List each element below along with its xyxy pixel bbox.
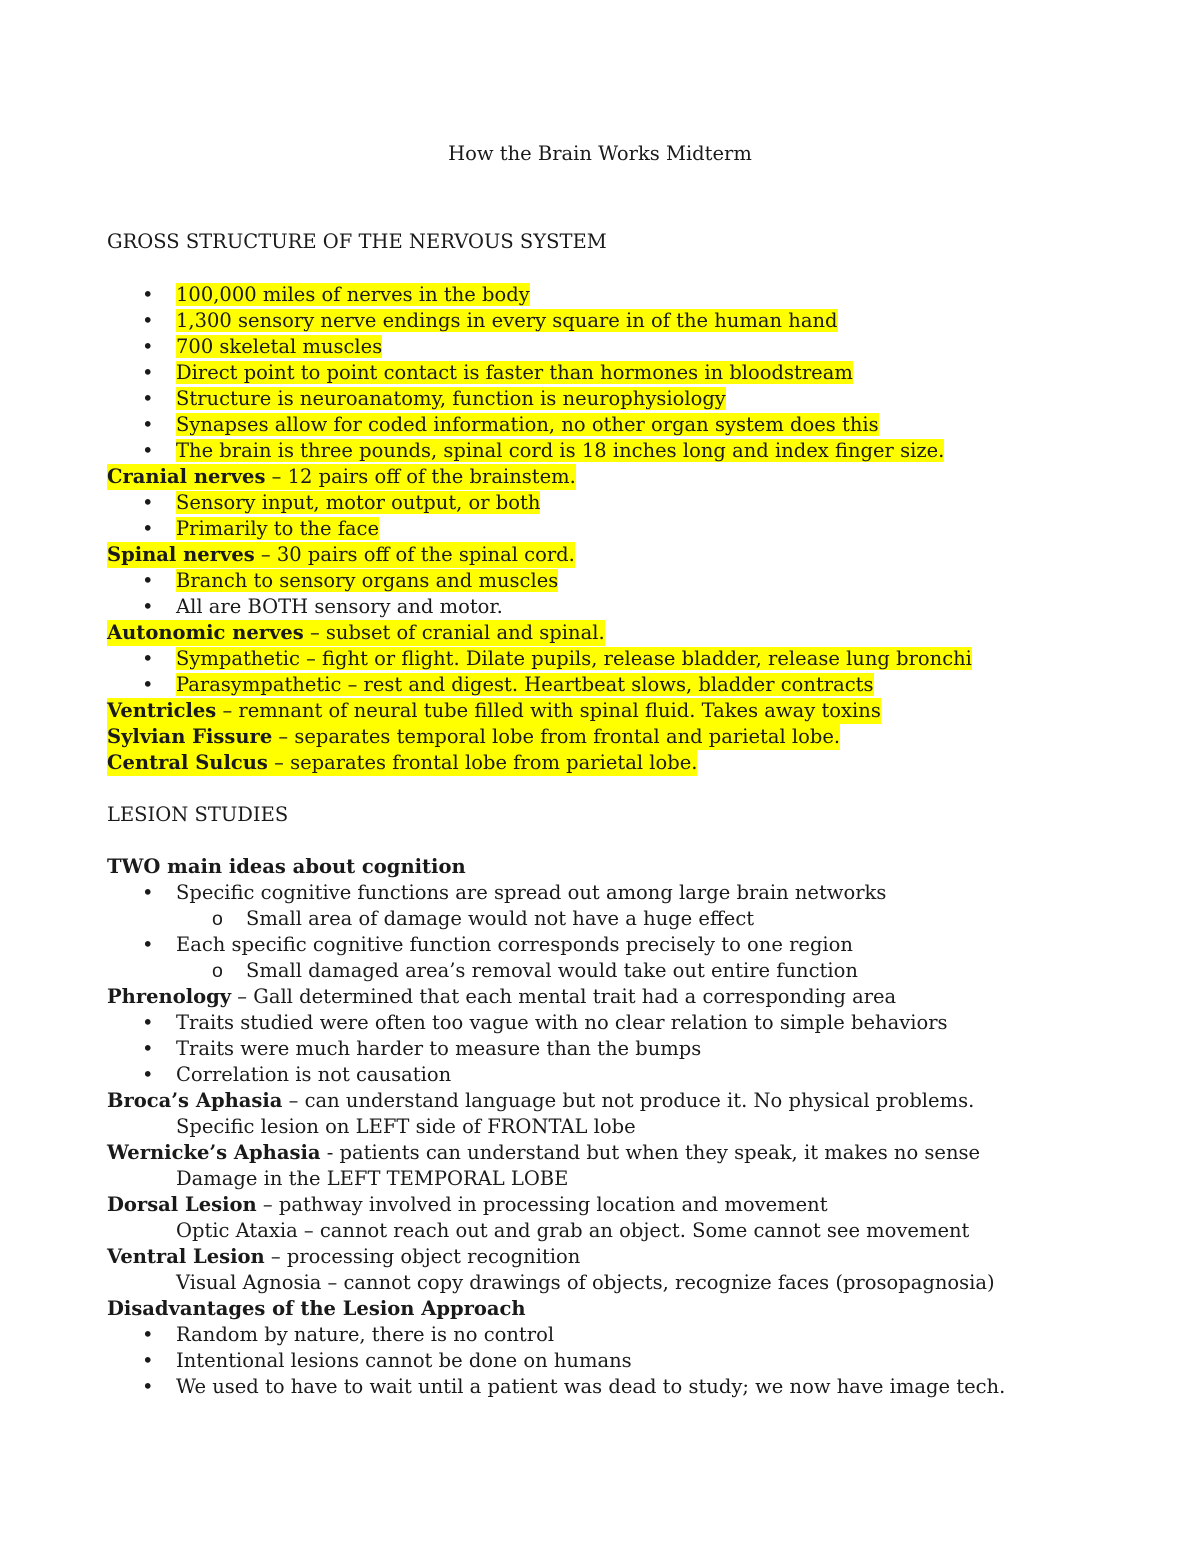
term-definition: – separates frontal lobe from parietal lobe. [267,751,698,774]
list-item: Specific cognitive functions are spread out among large brain networks [176,881,887,904]
term-autonomic-nerves [107,620,605,646]
term-label: Ventral Lesion [107,1245,265,1268]
bullet-icon: • [142,647,154,670]
term-definition: – subset of cranial and spinal. [303,621,605,644]
term-dorsal-lesion [107,1192,828,1218]
term-definition: – processing object recognition [264,1245,581,1268]
bullet-icon: • [142,1037,154,1060]
list-item: Traits were much harder to measure than the bumps [176,1037,702,1060]
bullet-icon: • [142,595,154,618]
bullet-icon: • [142,491,154,514]
term-definition: – 12 pairs off of the brainstem. [265,465,576,488]
sub-list-item: Small area of damage would not have a huge effect [246,907,755,930]
bullet-icon: • [142,387,154,410]
term-definition: – pathway involved in processing location and movement [256,1193,828,1216]
bullet-icon: • [142,335,154,358]
list-item: We used to have to wait until a patient was dead to study; we now have image tech. [176,1375,1006,1398]
term-label: Autonomic nerves [107,621,304,644]
list-item: Parasympathetic – rest and digest. Heartbeat slows, bladder contracts [176,673,874,696]
bullet-icon: • [142,413,154,436]
sub-bullet-icon: o [212,908,223,930]
term-central-sulcus [107,750,697,776]
term-phrenology [107,984,896,1010]
term-spinal-nerves [107,542,575,568]
list-item: Sensory input, motor output, or both [176,491,541,514]
bullet-icon: • [142,361,154,384]
list-item: 100,000 miles of nerves in the body [176,283,530,306]
list-item: Primarily to the face [176,517,380,540]
bullet-icon: • [142,517,154,540]
term-definition: – can understand language but not produce it. No physical problems. [282,1089,975,1112]
subheading-disadvantages: Disadvantages of the Lesion Approach [107,1297,526,1320]
term-label: Sylvian Fissure [107,725,273,748]
list-item: The brain is three pounds, spinal cord is 18 inches long and index finger [176,439,894,462]
bullet-icon: • [142,1011,154,1034]
term-definition: – remnant of neural tube filled with spinal fluid. Takes away toxins [216,699,881,722]
list-item: Each specific cognitive function corresponds precisely to one region [176,933,853,956]
term-detail: Damage in the LEFT TEMPORAL LOBE [176,1167,569,1190]
bullet-icon: • [142,1349,154,1372]
bullet-icon: • [142,283,154,306]
term-label: Central Sulcus [107,751,268,774]
list-item: 1,300 sensory nerve endings in every square in of the human hand [176,309,838,332]
term-detail: Visual Agnosia – cannot copy drawings of objects, recognize faces (prosopagnosia) [176,1271,995,1294]
bullet-icon: • [142,569,154,592]
term-ventral-lesion [107,1244,580,1270]
list-item-tail: size. [893,439,945,462]
term-definition: – separates temporal lobe from frontal and parietal lobe. [272,725,841,748]
bullet-icon: • [142,1375,154,1398]
list-item: 700 skeletal muscles [176,335,383,358]
section-heading-gross-structure: GROSS STRUCTURE OF THE NERVOUS SYSTEM [107,230,607,253]
term-label: Phrenology [107,985,232,1008]
bullet-icon: • [142,1323,154,1346]
list-item: Sympathetic – fight or flight. Dilate pupils, release bladder, release lung bronchi [176,647,972,670]
term-label: Broca’s Aphasia [107,1089,283,1112]
list-item: Direct point to point contact is faster than hormones in bloodstream [176,361,853,384]
term-broca [107,1088,974,1114]
section-heading-lesion-studies: LESION STUDIES [107,803,289,826]
term-detail: Specific lesion on LEFT side of FRONTAL lobe [176,1115,636,1138]
list-item: Random by nature, there is no control [176,1323,555,1346]
list-item: Traits studied were often too vague with no clear relation to simple behaviors [176,1011,948,1034]
bullet-icon: • [142,881,154,904]
sub-bullet-icon: o [212,960,223,982]
sub-list-item: Small damaged area’s removal would take out entire function [246,959,858,982]
term-label: Cranial nerves [107,465,266,488]
bullet-icon: • [142,933,154,956]
term-label: Dorsal Lesion [107,1193,257,1216]
bullet-icon: • [142,439,154,462]
term-label: Spinal nerves [107,543,255,566]
list-item: Structure is neuroanatomy, function is neurophysiology [176,387,726,410]
bullet-icon: • [142,673,154,696]
document-title: How the Brain Works Midterm [448,142,752,165]
subheading-two-ideas: TWO main ideas about cognition [107,855,466,878]
list-item: Branch to sensory organs and muscles [176,569,559,592]
bullet-icon: • [142,309,154,332]
term-wernicke [107,1140,980,1166]
term-detail: Optic Ataxia – cannot reach out and grab an object. Some cannot see movement [176,1219,970,1242]
term-definition: - patients can understand but when they speak, it makes no sense [320,1141,981,1164]
list-item: All are BOTH sensory and motor. [176,595,503,618]
bullet-icon: • [142,1063,154,1086]
list-item: Synapses allow for coded information, no other organ system does this [176,413,879,436]
term-cranial-nerves [107,464,576,490]
term-definition: – 30 pairs off of the spinal cord. [254,543,575,566]
list-item: Intentional lesions cannot be done on humans [176,1349,632,1372]
term-definition: – Gall determined that each mental trait had a corresponding area [231,985,897,1008]
term-label: Wernicke’s Aphasia [107,1141,321,1164]
term-ventricles [107,698,881,724]
list-item: Correlation is not causation [176,1063,452,1086]
term-sylvian-fissure [107,724,840,750]
term-label: Ventricles [107,699,217,722]
